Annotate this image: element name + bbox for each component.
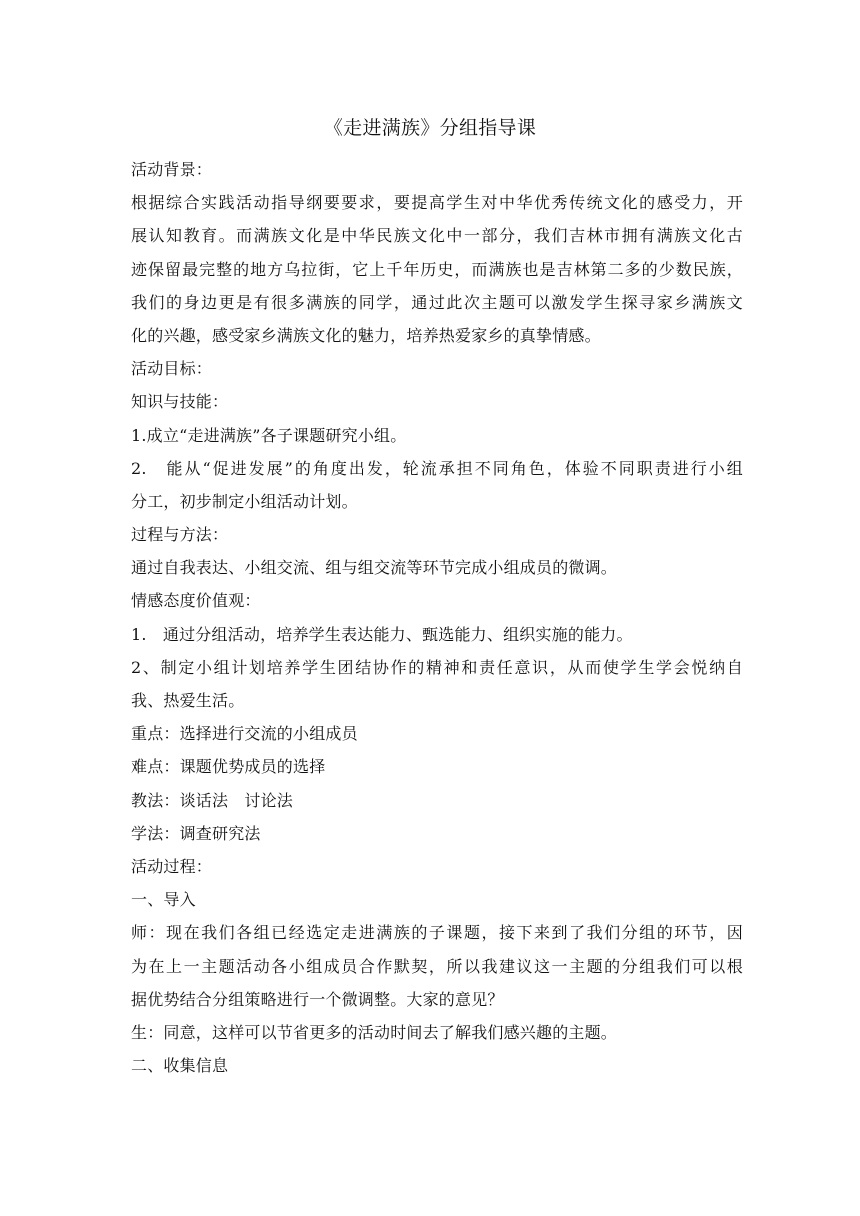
- paragraph-line: 我们的身边更是有很多满族的同学，通过此次主题可以激发学生探寻家乡满族文: [131, 292, 743, 312]
- heading-activity-background: 活动背景：: [131, 160, 213, 179]
- learning-method: 学法：调查研究法: [131, 823, 261, 843]
- paragraph-line: 迹保留最完整的地方乌拉街，它上千年历史，而满族也是吉林第二多的少数民族，: [131, 259, 743, 279]
- heading-activity-process: 活动过程：: [131, 856, 213, 876]
- difficulty-point: 难点：课题优势成员的选择: [131, 757, 326, 777]
- subheading-emotion-values: 情感态度价值观：: [131, 591, 261, 611]
- document-title: 《走进满族》分组指导课: [323, 117, 537, 139]
- paragraph-line: 生：同意，这样可以节省更多的活动时间去了解我们感兴趣的主题。: [131, 1022, 618, 1042]
- teaching-method: 教法：谈话法 讨论法: [131, 790, 294, 810]
- paragraph-line: 根据综合实践活动指导纲要要求，要提高学生对中华优秀传统文化的感受力，开: [131, 193, 743, 213]
- list-item: 1. 通过分组活动，培养学生表达能力、甄选能力、组织实施的能力。: [131, 624, 633, 644]
- key-point: 重点：选择进行交流的小组成员: [131, 724, 358, 744]
- document-body: [131, 153, 743, 1082]
- paragraph-line: 通过自我表达、小组交流、组与组交流等环节完成小组成员的微调。: [131, 558, 618, 578]
- section-heading-intro: 一、导入: [131, 890, 196, 910]
- paragraph-line: 据优势结合分组策略进行一个微调整。大家的意见？: [131, 989, 504, 1009]
- subheading-knowledge-skills: 知识与技能：: [131, 392, 229, 412]
- heading-activity-goals: 活动目标：: [131, 359, 213, 379]
- list-item-continuation: 我、热爱生活。: [131, 691, 245, 710]
- subheading-process-methods: 过程与方法：: [131, 525, 229, 545]
- list-item: 1.成立“走进满族”各子课题研究小组。: [131, 425, 407, 445]
- paragraph-line: 师：现在我们各组已经选定走进满族的子课题，接下来到了我们分组的环节，因: [131, 923, 743, 943]
- paragraph-line: 化的兴趣，感受家乡满族文化的魅力，培养热爱家乡的真挚情感。: [131, 325, 601, 345]
- paragraph-line: 为在上一主题活动各小组成员合作默契，所以我建议这一主题的分组我们可以根: [131, 956, 743, 976]
- paragraph-line: 展认知教育。而满族文化是中华民族文化中一部分，我们吉林市拥有满族文化古: [131, 226, 743, 246]
- section-heading-collect-info: 二、收集信息: [131, 1056, 229, 1076]
- list-item-continuation: 分工，初步制定小组活动计划。: [131, 491, 358, 511]
- list-item: 2、制定小组计划培养学生团结协作的精神和责任意识，从而使学生学会悦纳自: [131, 657, 743, 677]
- list-item: 2. 能从“促进发展”的角度出发，轮流承担不同角色，体验不同职责进行小组: [131, 458, 743, 478]
